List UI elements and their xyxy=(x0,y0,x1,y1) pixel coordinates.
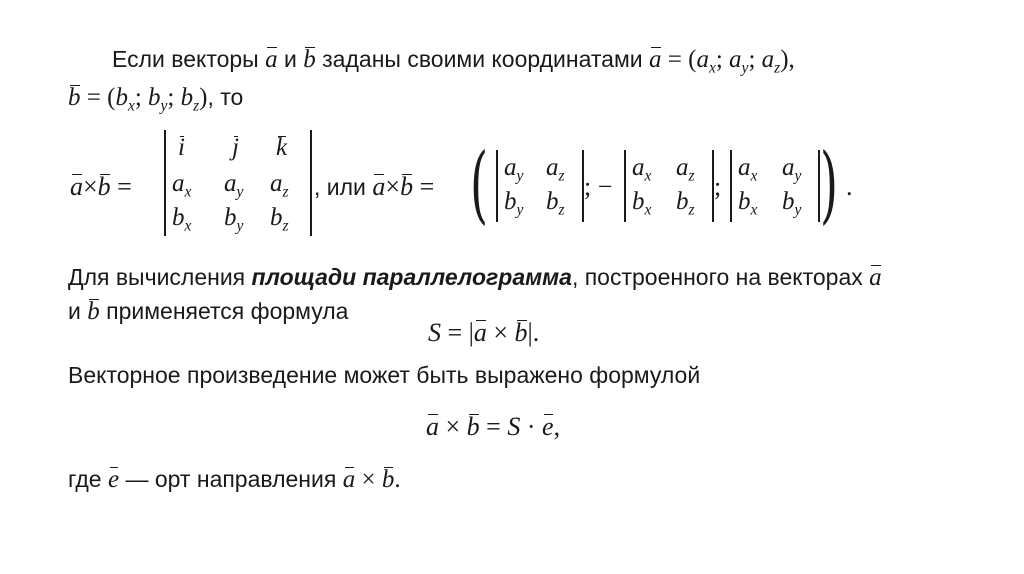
to-text: , то xyxy=(207,84,244,110)
cross-formula: a × b = S · e, xyxy=(426,412,561,441)
applies-text: применяется формула xyxy=(106,298,349,324)
applies-line: и b применяется формула xyxy=(68,298,349,325)
where-text: где xyxy=(68,466,102,492)
separator-minus: ; − xyxy=(584,172,613,201)
and-text: и xyxy=(284,46,297,72)
cross-expression-line xyxy=(68,360,700,390)
determinant-3x3: i j k $a_x$ $a_y$ $a_z$ $b_x$ $b_y$ $b_z$ xyxy=(164,130,312,236)
coord-b-line: $b = (b_x$; $b_y$; $b_z$), то xyxy=(68,84,244,115)
vector-b: b xyxy=(303,46,316,73)
determinant-2x2-second: $a_x$ $a_z$ $b_x$ $b_z$ xyxy=(624,150,714,222)
where-rest: — орт направления xyxy=(125,466,337,492)
end-period: . xyxy=(846,172,853,201)
cross-expression-text: Векторное произведение может быть выражено формулой xyxy=(68,362,701,388)
intro-text: Если векторы xyxy=(112,46,259,72)
coord-a-formula: $a = (a_x$; $a_y$; $a_z$), xyxy=(649,46,795,77)
given-text: заданы своими координатами xyxy=(322,46,643,72)
area-formula: S = |a × b|. xyxy=(428,318,540,347)
cross-lhs: a×b = xyxy=(70,172,132,201)
area-rest: , построенного на векторах xyxy=(571,264,863,290)
intro-line xyxy=(112,44,795,75)
left-paren: ( xyxy=(470,135,489,233)
or-text: , или xyxy=(314,174,366,200)
or-segment: , или a×b = xyxy=(314,172,435,201)
area-line: Для вычисления площади параллелограмма, построенного на векторах a xyxy=(68,264,882,291)
determinant-2x2-first: $a_y$ $a_z$ $b_y$ $b_z$ xyxy=(496,150,584,222)
area-emphasis: площади параллелограмма xyxy=(251,264,572,290)
right-paren: ) xyxy=(820,135,839,233)
area-intro: Для вычисления xyxy=(68,264,246,290)
and-text-2: и xyxy=(68,298,81,324)
where-line: где e — орт направления a × b. xyxy=(68,466,401,493)
separator-semicolon: ; xyxy=(714,172,722,201)
determinant-2x2-third: $a_x$ $a_y$ $b_x$ $b_y$ xyxy=(730,150,820,222)
vector-a: a xyxy=(265,46,278,73)
